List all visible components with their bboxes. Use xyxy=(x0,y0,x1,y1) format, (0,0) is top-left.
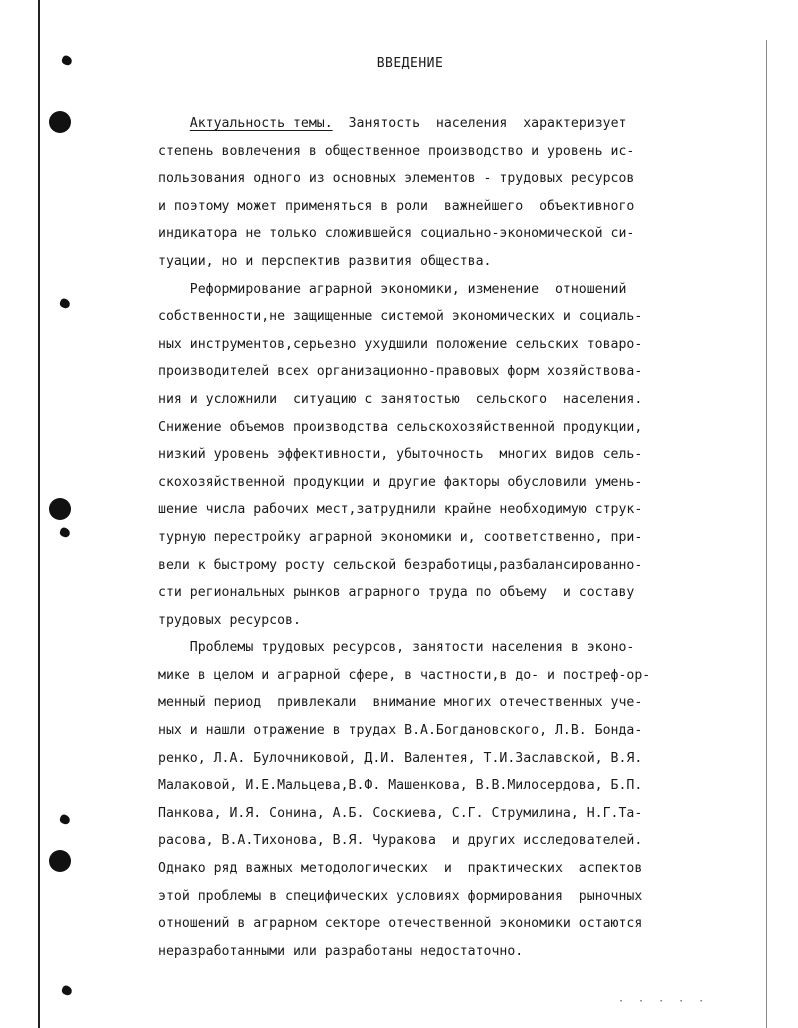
text-line: мике в целом и аграрной сфере, в частности,в до- и постреф-ор- xyxy=(158,667,651,683)
scan-speck xyxy=(59,298,71,310)
scan-left-edge xyxy=(38,0,40,1028)
text-line: ния и усложнили ситуацию с занятостью сельского населения. xyxy=(158,391,643,407)
text-line: трудовых ресурсов. xyxy=(158,612,301,628)
text-line: низкий уровень эффективности, убыточность многих видов сель- xyxy=(158,447,643,463)
text-line: отношений в аграрном секторе отечественной экономики остаются xyxy=(158,916,643,932)
text-line: Реформирование аграрной экономики, изменение отношений xyxy=(158,281,627,297)
text-line: пользования одного из основных элементов - трудовых ресурсов xyxy=(158,171,635,187)
body-text xyxy=(158,110,714,965)
text-line: Актуальность темы. Занятость населения характеризует xyxy=(189,116,627,131)
text-line: Панкова, И.Я. Сонина, А.Б. Соскиева, С.Г. Струмилина, Н.Г.Та- xyxy=(158,805,643,821)
text-line: туации, но и перспектив развития общества. xyxy=(158,253,492,269)
text-line: и поэтому может применяться в роли важнейшего объективного xyxy=(158,198,635,214)
text-line: ных и нашли отражение в трудах В.А.Богдановского, Л.В. Бонда- xyxy=(158,723,643,739)
text-line: индикатора не только сложившейся социально-экономической си- xyxy=(158,226,635,242)
text-line: менный период привлекали внимание многих отечественных уче- xyxy=(158,695,643,711)
text-line: неразработанными или разработаны недостаточно. xyxy=(158,943,524,959)
text-line: Проблемы трудовых ресурсов, занятости населения в эконо- xyxy=(158,640,635,656)
text-line: производителей всех организационно-правовых форм хозяйствова- xyxy=(158,364,643,380)
scan-speck xyxy=(61,985,73,997)
text-line: Снижение объемов производства сельскохозяйственной продукции, xyxy=(158,419,643,435)
scan-speck xyxy=(59,814,71,826)
text-line: скохозяйственной продукции и другие факторы обусловили умень- xyxy=(158,474,643,490)
scan-speck xyxy=(59,527,71,539)
text-line: сти региональных рынков аграрного труда по объему и составу xyxy=(158,585,635,601)
scan-right-edge xyxy=(766,40,767,1028)
text-line: шение числа рабочих мест,затруднили крайне необходимую струк- xyxy=(158,502,643,518)
text-line: ренко, Л.А. Булочниковой, Д.И. Валентея, Т.И.Заславской, В.Я. xyxy=(158,750,643,766)
text-line: степень вовлечения в общественное производство и уровень ис- xyxy=(158,143,635,159)
text-line: вели к быстрому росту сельской безработицы,разбалансированно- xyxy=(158,557,643,573)
text-line: Малаковой, И.Е.Мальцева,В.Ф. Машенкова, В.В.Милосердова, Б.П. xyxy=(158,778,643,794)
scan-noise: · · · · · xyxy=(618,996,709,1007)
punch-hole xyxy=(49,111,71,133)
punch-hole xyxy=(49,850,71,872)
text-line: Однако ряд важных методологических и практических аспектов xyxy=(158,861,643,877)
lead-phrase: Актуальность темы. xyxy=(189,116,333,131)
punch-hole xyxy=(49,498,71,520)
text-line: ных инструментов,серьезно ухудшили положение сельских товаро- xyxy=(158,336,643,352)
page-title: ВВЕДЕНИЕ xyxy=(376,56,444,71)
text-line: турную перестройку аграрной экономики и, соответственно, при- xyxy=(158,529,643,545)
text-line: расова, В.А.Тихонова, В.Я. Чуракова и других исследователей. xyxy=(158,833,643,849)
text-line: собственности,не защищенные системой экономических и социаль- xyxy=(158,309,643,325)
text-line: этой проблемы в специфических условиях формирования рыночных xyxy=(158,888,643,904)
